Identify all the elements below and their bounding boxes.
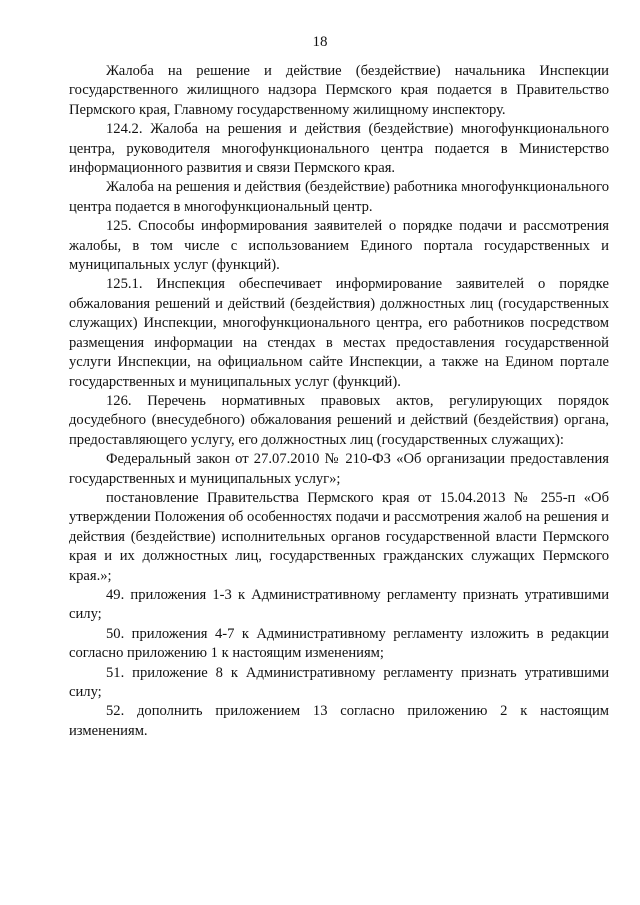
paragraph-complaint-mfc-worker: Жалоба на решения и действия (бездействие) работника многофункционального центра подается в многофункциональный центр. — [69, 179, 609, 215]
paragraph-125: 125. Способы информирования заявителей о порядке подачи и рассмотрения жалобы, в том числе с использованием Единого портала государственных и муниципальных услуг (функций). — [69, 218, 609, 274]
document-body — [69, 62, 609, 741]
paragraph-125-1: 125.1. Инспекция обеспечивает информирование заявителей о порядке обжалования решений и действий (бездействия) должностных лиц (государственных служащих) Инспекции, многофункционального центра, его работников посредством размещения информации на стендах в местах предоставления государственной услуги Инспекции, на официальном сайте Инспекции, а также на Едином портале государственных и муниципальных услуг (функций). — [69, 276, 609, 390]
paragraph-item-51: 51. приложение 8 к Административному регламенту признать утратившими силу; — [69, 664, 609, 700]
page-number: 18 — [312, 34, 328, 50]
paragraph-government-decree: постановление Правительства Пермского края от 15.04.2013 № 255-п «Об утверждении Положения об особенностях подачи и рассмотрения жалоб на решения и действия (бездействие) исполнительных органов государственной власти Пермского края и их должностных лиц, государственных гражданских служащих Пермского края.»; — [69, 489, 609, 584]
paragraph-item-49: 49. приложения 1-3 к Административному регламенту признать утратившими силу; — [69, 586, 609, 623]
paragraph-item-50: 50. приложения 4-7 к Административному регламенту изложить в редакции согласно приложению 1 к настоящим изменениям; — [69, 625, 609, 662]
paragraph-federal-law: Федеральный закон от 27.07.2010 № 210-ФЗ «Об организации предоставления государственных и муниципальных услуг»; — [69, 451, 609, 487]
paragraph-item-52: 52. дополнить приложением 13 согласно приложению 2 к настоящим изменениям. — [69, 703, 609, 739]
paragraph-complaint-head-inspection: Жалоба на решение и действие (бездействие) начальника Инспекции государственного жилищного надзора Пермского края подается в Правительство Пермского края, Главному государственному жилищному инспектору. — [69, 63, 609, 118]
paragraph-126: 126. Перечень нормативных правовых актов, регулирующих порядок досудебного (внесудебного) обжалования решений и действий (бездействия) органа, предоставляющего услугу, его должностных лиц (государственных служащих): — [69, 392, 609, 448]
paragraph-124-2: 124.2. Жалоба на решения и действия (бездействие) многофункционального центра, руководителя многофункционального центра подается в Министерство информационного развития и связи Пермского края. — [69, 121, 609, 177]
